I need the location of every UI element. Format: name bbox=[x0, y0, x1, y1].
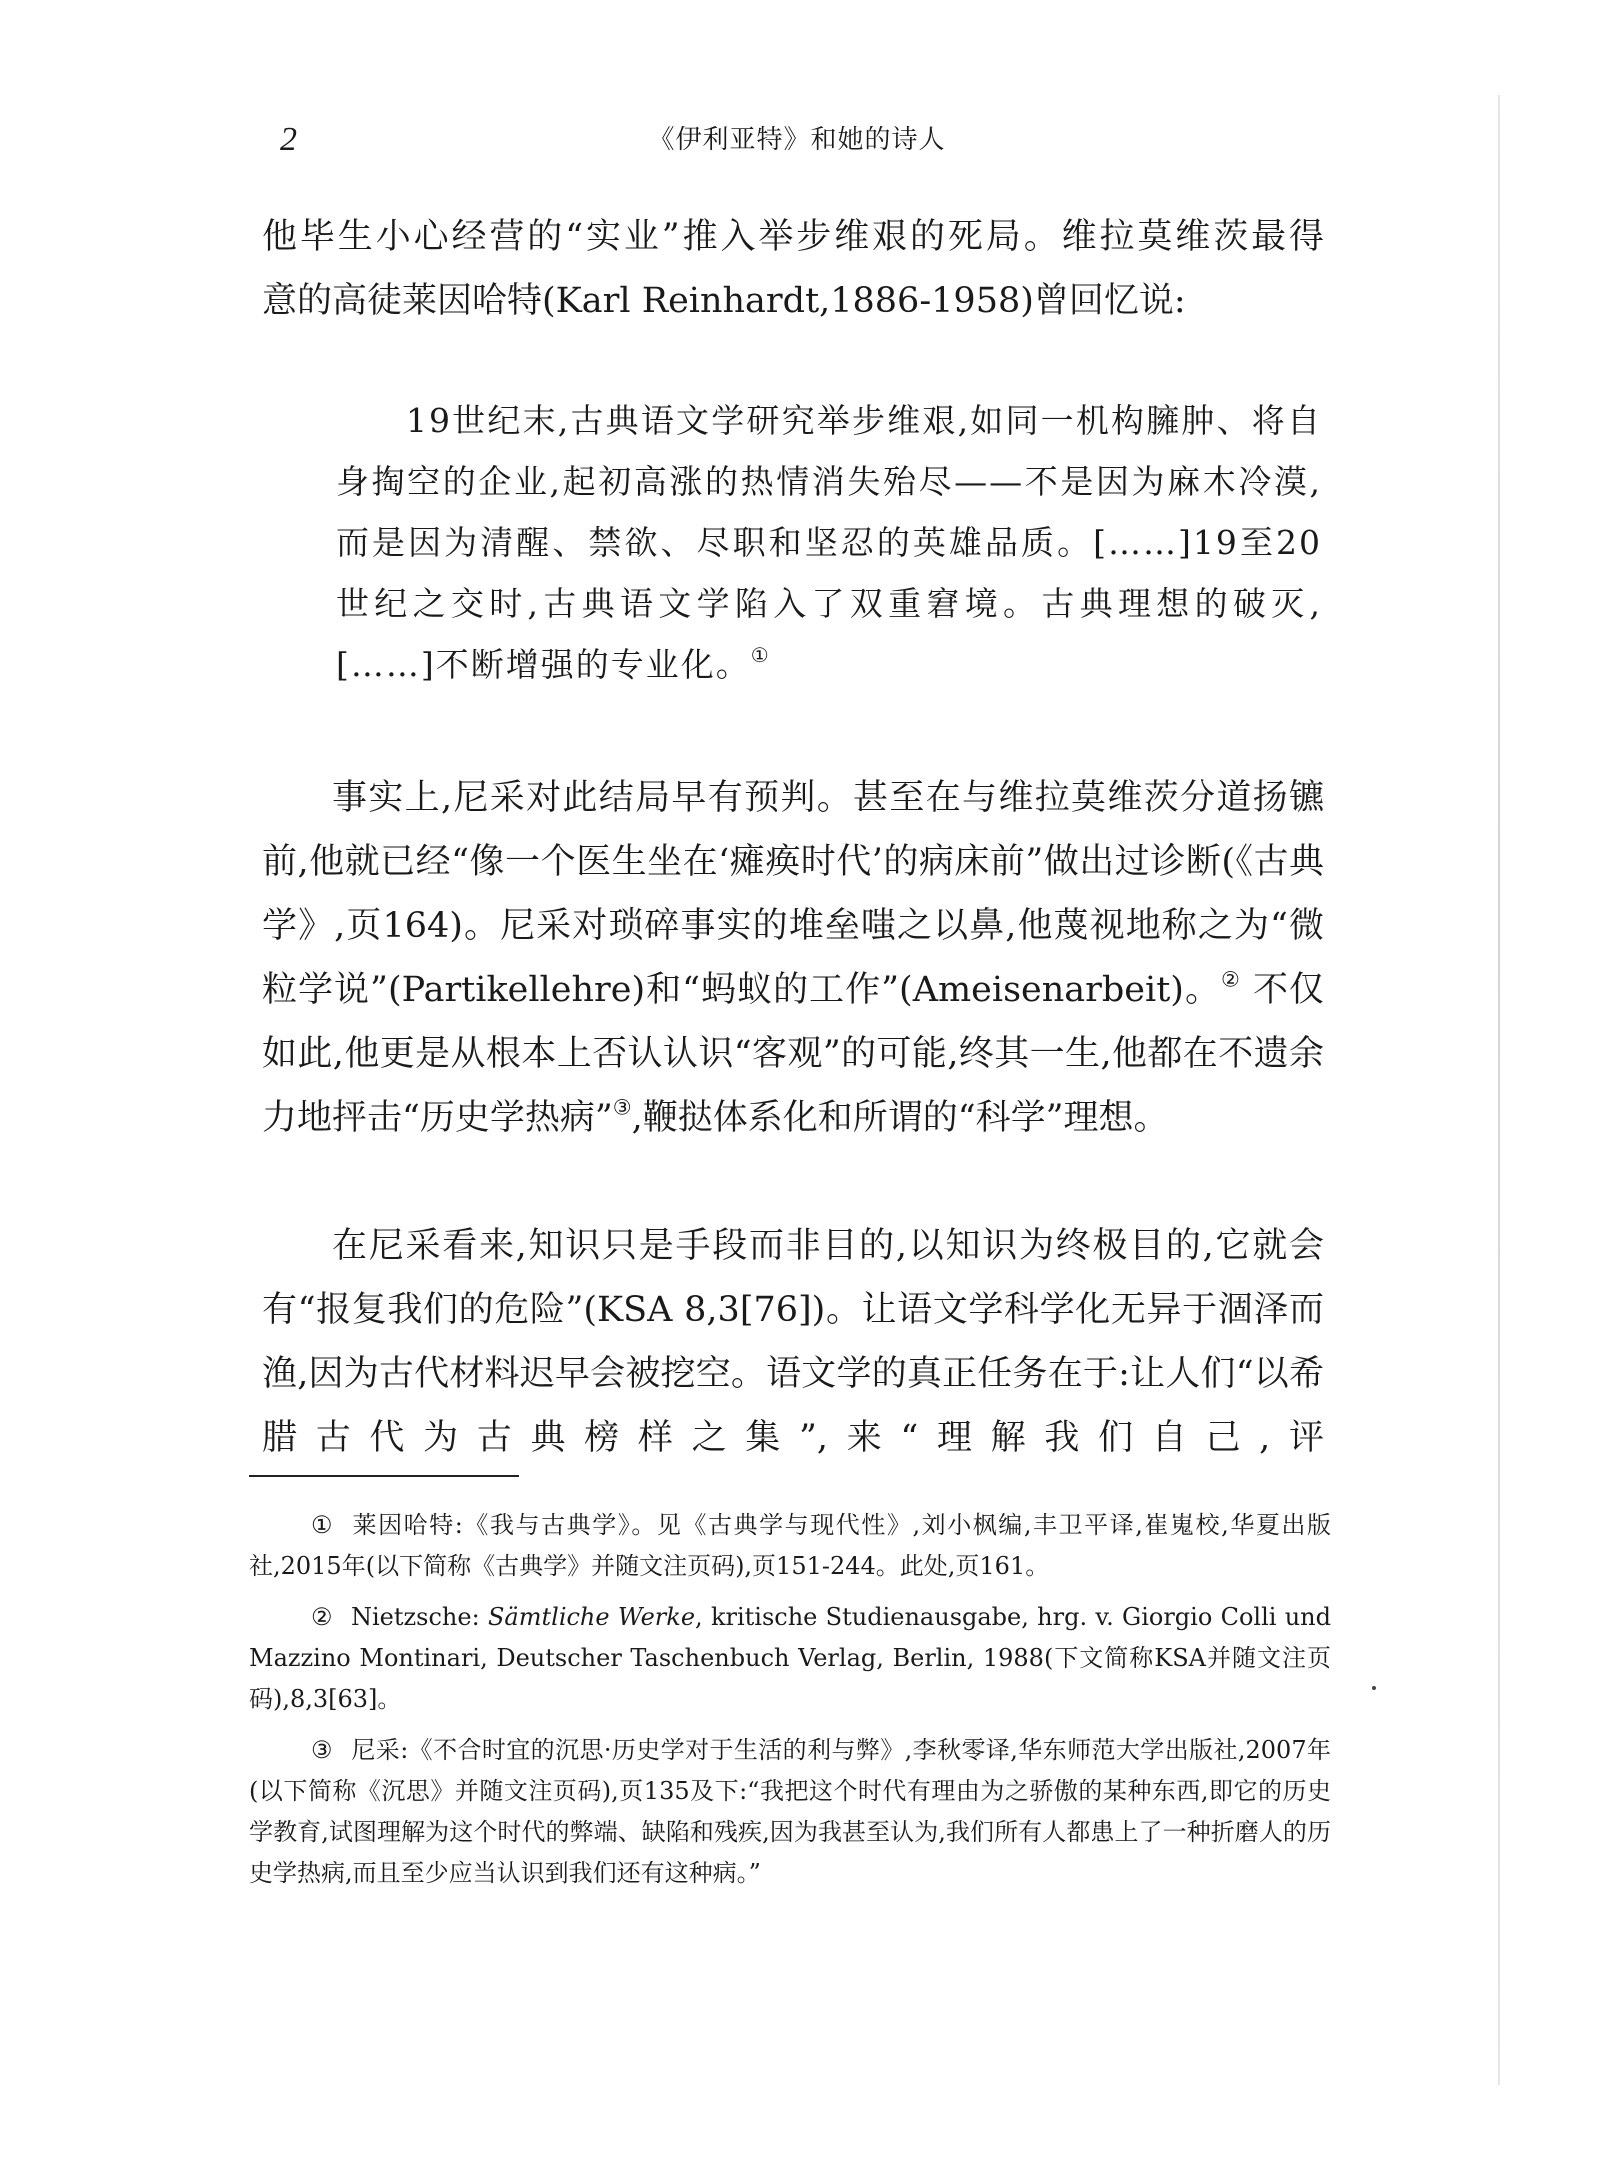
paragraph-2 bbox=[262, 1214, 1324, 1470]
footnotes bbox=[249, 1505, 1331, 1904]
paragraph-1 bbox=[262, 766, 1324, 1150]
footnote-ref-2[interactable]: ② bbox=[1220, 967, 1241, 992]
footnote-3 bbox=[249, 1730, 1331, 1894]
intro-paragraph bbox=[262, 205, 1324, 333]
page-header bbox=[272, 120, 1322, 160]
page-number: 2 bbox=[280, 121, 297, 158]
footnote-2-book-title: Sämtliche Werke bbox=[487, 1603, 696, 1631]
paragraph-1-part-b: 不仅如此,他更是从根本上否认认识“客观”的可能,终其一生,他都在不遗余力地抨击“历史学热病” bbox=[262, 970, 1324, 1138]
block-quote bbox=[336, 390, 1322, 695]
paragraph-1-part-c: ,鞭挞体系化和所谓的“科学”理想。 bbox=[631, 1098, 1169, 1138]
paragraph-1-text bbox=[262, 766, 1324, 1150]
intro-line-2: 意的高徒莱因哈特(Karl Reinhardt,1886-1958)曾回忆说: bbox=[262, 281, 1186, 321]
footnote-ref-1[interactable]: ① bbox=[750, 644, 771, 668]
scan-speck bbox=[1372, 1686, 1376, 1690]
page-edge-shadow bbox=[1498, 95, 1500, 2085]
paragraph-2-text: 在尼采看来,知识只是手段而非目的,以知识为终极目的,它就会有“报复我们的危险”(KSA 8,3[76])。让语文学科学化无异于涸泽而渔,因为古代材料迟早会被挖空。语文学的真正任务在于:让人们“以希腊古代为古典榜样之集”,来“理解我们自己,评 bbox=[262, 1226, 1324, 1458]
block-quote-body: 19世纪末,古典语文学研究举步维艰,如同一机构臃肿、将自身掏空的企业,起初高涨的热情消失殆尽——不是因为麻木冷漠,而是因为清醒、禁欲、尽职和坚忍的英雄品质。[……]19至20世纪之交时,古典语文学陷入了双重窘境。古典理想的破灭,[……]不断增强的专业化。 bbox=[336, 401, 1322, 684]
footnote-1 bbox=[249, 1505, 1331, 1587]
footnote-3-mark: ③ bbox=[311, 1736, 333, 1764]
footnote-separator bbox=[249, 1475, 519, 1477]
footnote-2 bbox=[249, 1597, 1331, 1720]
footnote-1-mark: ① bbox=[311, 1511, 333, 1539]
block-quote-text bbox=[336, 390, 1322, 695]
footnote-2-text-b: , kritische Studienausgabe, hrg. v. Giorgio Colli und Mazzino Montinari, Deutscher Taschenbuch Verlag, Berlin, 1988(下文简称KSA并随文注页码),8,3[63]。 bbox=[249, 1603, 1331, 1713]
footnote-3-text: 尼采:《不合时宜的沉思·历史学对于生活的利与弊》,李秋零译,华东师范大学出版社,2007年(以下简称《沉思》并随文注页码),页135及下:“我把这个时代有理由为之骄傲的某种东西,即它的历史学教育,试图理解为这个时代的弊端、缺陷和残疾,因为我甚至认为,我们所有人都患上了一种折磨人的历史学热病,而且至少应当认识到我们还有这种病。” bbox=[249, 1736, 1331, 1887]
intro-line-1: 他毕生小心经营的“实业”推入举步维艰的死局。维拉莫维茨最得 bbox=[262, 217, 1324, 257]
footnote-2-text-a: Nietzsche: bbox=[351, 1603, 488, 1631]
footnote-1-text: 莱因哈特:《我与古典学》。见《古典学与现代性》,刘小枫编,丰卫平译,崔嵬校,华夏出版社,2015年(以下简称《古典学》并随文注页码),页151-244。此处,页161。 bbox=[249, 1511, 1331, 1580]
paragraph-1-part-a: 事实上,尼采对此结局早有预判。甚至在与维拉莫维茨分道扬镳前,他就已经“像一个医生坐在‘瘫痪时代’的病床前”做出过诊断(《古典学》,页164)。尼采对琐碎事实的堆垒嗤之以鼻,他蔑视地称之为“微粒学说”(Partikellehre)和“蚂蚁的工作”(Ameisenarbeit)。 bbox=[262, 778, 1324, 1010]
running-title: 《伊利亚特》和她的诗人 bbox=[648, 125, 946, 155]
footnote-2-mark: ② bbox=[311, 1603, 333, 1631]
footnote-ref-3[interactable]: ③ bbox=[612, 1095, 632, 1120]
